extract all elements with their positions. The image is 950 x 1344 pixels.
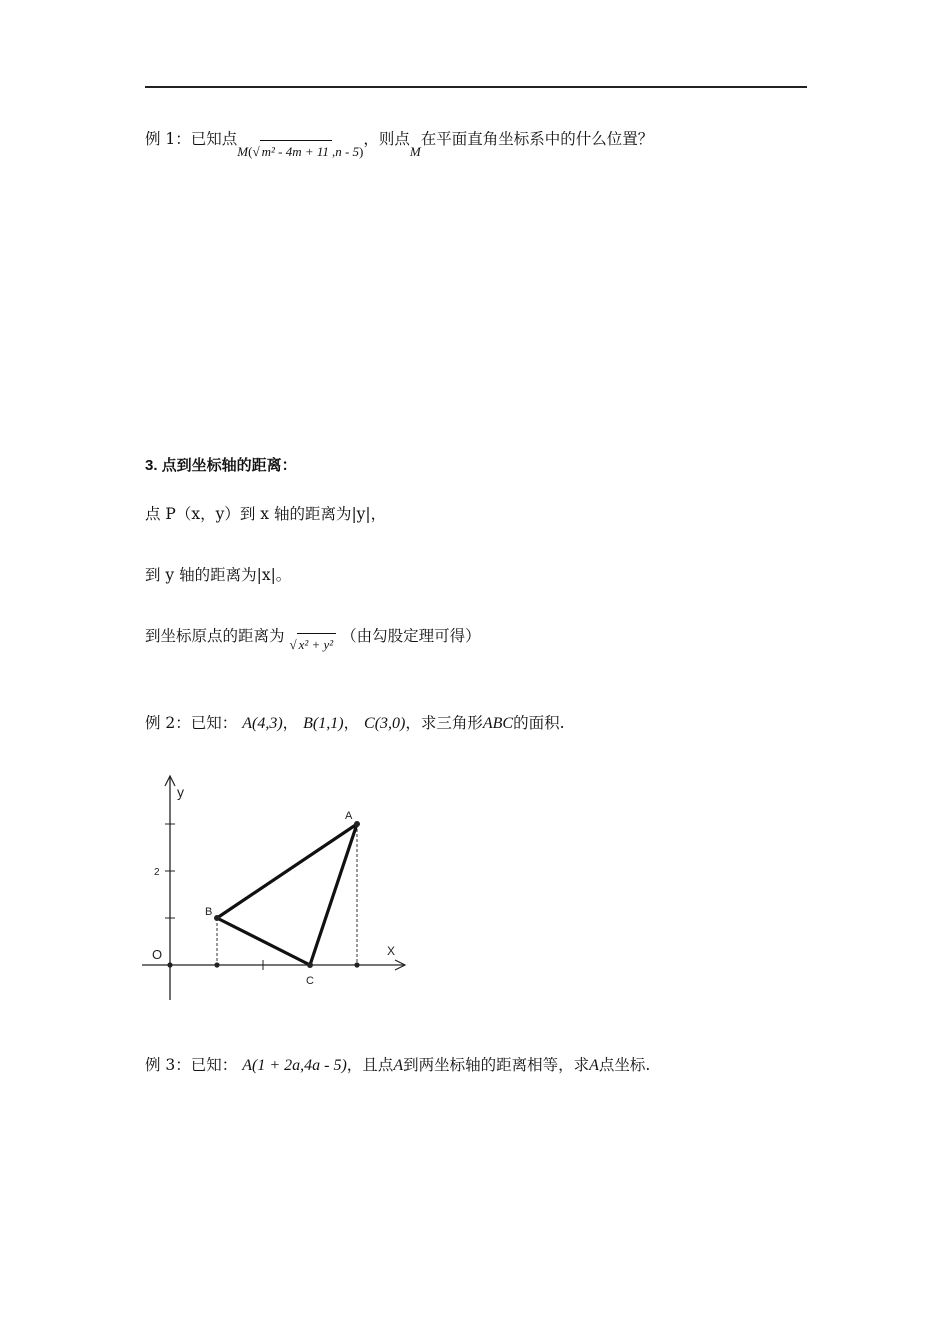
triangle-figure [140,770,420,1010]
x-axis-label: X [387,944,396,958]
point-b-dot [214,915,220,921]
distance-to-y-axis: 到 y 轴的距离为|x|。 [145,566,292,584]
point-c-dot [307,962,313,968]
x1-dot [214,962,219,967]
example-1-point-expression: M(√ m² - 4m + 11 ,n - 5) [237,144,363,159]
triangle-name: ABC [482,715,514,732]
example-1 [145,128,654,159]
origin-dot [167,962,172,967]
example-2-label: 例 2：已知： [145,714,238,732]
point-a-dot [354,821,360,827]
point-a-expression: A(1 + 2a,4a - 5) [242,1057,347,1074]
point-a: A(4,3) [242,715,283,732]
point-b: B(1,1) [303,715,344,732]
example-3: 例 3：已知： A(1 + 2a,4a - 5)，且点A到两坐标轴的距离相等，求A点坐标. [145,1056,651,1074]
distance-to-x-axis: 点 P（x，y）到 x 轴的距离为|y|， [145,505,387,523]
header-rule [145,86,807,88]
distance-to-origin-label: 到坐标原点的距离为 [145,627,285,645]
point-c-label: C [306,975,314,987]
distance-note: （由勾股定理可得） [341,627,481,645]
example-1-radicand: m² - 4m + 11 [260,140,332,163]
point-a-label: A [345,810,353,822]
example-2: 例 2：已知： A(4,3)， B(1,1)， C(3,0)，求三角形ABC的面积. [145,714,565,732]
point-c: C(3,0) [364,715,406,732]
origin-label: O [152,947,163,962]
example-1-label: 例 1：已知点 [145,130,238,148]
y-tick-label: 2 [154,867,160,878]
distance-to-origin [145,625,481,652]
point-b-label: B [205,906,213,918]
example-1-question: 在平面直角坐标系中的什么位置？ [420,130,654,148]
section-3-heading: 3. 点到坐标轴的距离： [145,457,297,474]
example-1-mid: ，则点 [363,130,410,148]
distance-formula: √ x² + y² [289,637,336,652]
y-axis-label: y [177,784,184,800]
triangle-abc [217,824,357,965]
example-1-point-ref: M [409,144,421,159]
x4-dot [354,962,359,967]
example-3-label: 例 3：已知： [145,1056,238,1074]
